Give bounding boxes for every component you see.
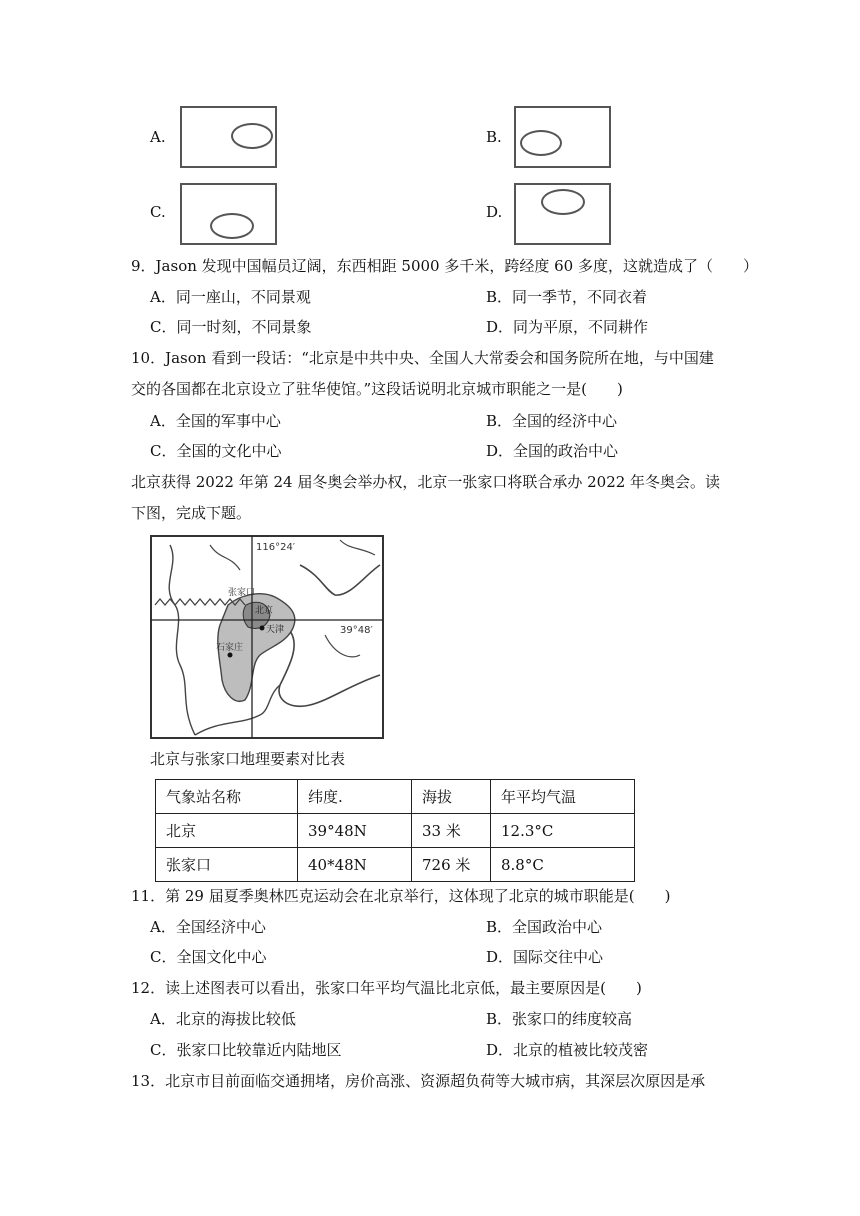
table-row (156, 814, 635, 848)
figure-b-ellipse (520, 130, 562, 156)
figure-a-ellipse (231, 123, 273, 149)
q11-stem: 11．第 29 届夏季奥林匹克运动会在北京举行，这体现了北京的城市职能是( ) (131, 887, 671, 905)
table-cell: 12.3°C (491, 814, 635, 848)
table-header-cell: 气象站名称 (156, 780, 298, 814)
q12-option-b: B．张家口的纬度较高 (486, 1010, 633, 1028)
q12-option-c: C．张家口比较靠近内陆地区 (150, 1041, 342, 1059)
map-city-zhangjiakou: 张家口 (228, 588, 256, 598)
figure-a-rectangle (180, 106, 277, 168)
figure-b-rectangle (514, 106, 611, 168)
table-header-cell: 年平均气温 (491, 780, 635, 814)
map-longitude-label: 116°24′ (256, 542, 296, 553)
q12-stem: 12．读上述图表可以看出，张家口年平均气温比北京低，最主要原因是( ) (131, 979, 642, 997)
q10-stem-line1: 10．Jason 看到一段话：“北京是中共中央、全国人大常委会和国务院所在地，与中国建 (131, 349, 714, 367)
map-city-tianjin: 天津 (266, 625, 285, 635)
option-label-d: D. (486, 203, 503, 221)
q13-stem: 13．北京市目前面临交通拥堵，房价高涨、资源超负荷等大城市病，其深层次原因是承 (131, 1072, 706, 1090)
map-city-beijing: 北京 (255, 606, 274, 616)
q12-option-d: D．北京的植被比较茂密 (486, 1041, 649, 1059)
q9-option-c: C．同一时刻，不同景象 (150, 318, 312, 336)
q10-option-d: D．全国的政治中心 (486, 442, 619, 460)
q9-option-b: B．同一季节，不同衣着 (486, 288, 648, 306)
table-header-cell: 海拔 (412, 780, 491, 814)
q10-option-a: A．全国的军事中心 (150, 412, 281, 430)
intro-line2: 下图，完成下题。 (131, 504, 252, 522)
figure-c-rectangle (180, 183, 277, 245)
intro-line1: 北京获得 2022 年第 24 届冬奥会举办权，北京一张家口将联合承办 2022 年冬奥会。读 (131, 473, 721, 491)
map-latitude-label: 39°48′ (340, 625, 373, 636)
figure-d-ellipse (541, 189, 585, 215)
q10-stem-line2: 交的各国都在北京设立了驻华使馆。”这段话说明北京城市职能之一是( ) (131, 380, 623, 398)
table-cell: 726 米 (412, 848, 491, 882)
table-header-cell: 纬度. (298, 780, 412, 814)
table-cell: 40*48N (298, 848, 412, 882)
q11-option-b: B．全国政治中心 (486, 918, 603, 936)
table-caption: 北京与张家口地理要素对比表 (150, 750, 346, 768)
q12-option-a: A．北京的海拔比较低 (150, 1010, 296, 1028)
table-cell: 张家口 (156, 848, 298, 882)
q11-option-c: C．全国文化中心 (150, 948, 267, 966)
option-label-b: B. (486, 128, 502, 146)
figure-c-ellipse (210, 213, 254, 239)
q9-stem: 9．Jason 发现中国幅员辽阔，东西相距 5000 多千米，跨经度 60 多度，这就造成了（ ） (131, 257, 758, 275)
q9-option-d: D．同为平原，不同耕作 (486, 318, 649, 336)
option-label-c: C. (150, 203, 166, 221)
option-label-a: A. (150, 128, 166, 146)
comparison-table (155, 779, 635, 882)
table-cell: 8.8°C (491, 848, 635, 882)
q11-option-a: A．全国经济中心 (150, 918, 266, 936)
beijing-zhangjiakou-map (150, 535, 384, 739)
table-header-row (156, 780, 635, 814)
q10-option-c: C．全国的文化中心 (150, 442, 282, 460)
q11-option-d: D．国际交往中心 (486, 948, 604, 966)
table-row (156, 848, 635, 882)
q9-option-a: A．同一座山，不同景观 (150, 288, 311, 306)
table-cell: 33 米 (412, 814, 491, 848)
figure-d-rectangle (514, 183, 611, 245)
map-city-shijiazhuang: 石家庄 (216, 643, 244, 653)
q10-option-b: B．全国的经济中心 (486, 412, 618, 430)
table-cell: 39°48N (298, 814, 412, 848)
table-cell: 北京 (156, 814, 298, 848)
